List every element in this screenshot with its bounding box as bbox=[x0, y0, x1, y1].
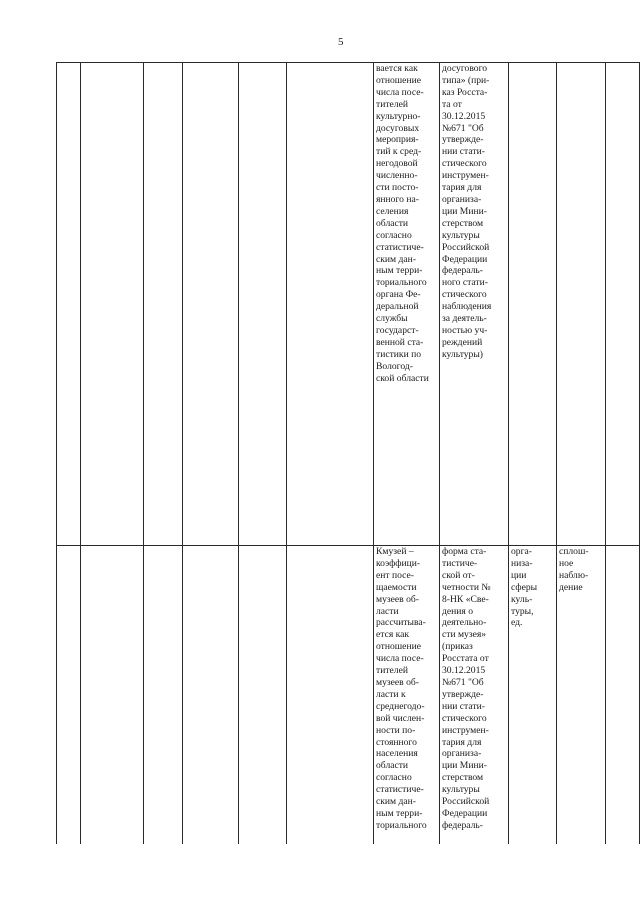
source-cell bbox=[440, 546, 509, 845]
source-cell bbox=[440, 63, 509, 546]
table-row bbox=[57, 546, 640, 845]
method-text: сплош- ное наблю- дение bbox=[559, 546, 589, 593]
table-cell bbox=[287, 546, 374, 845]
indicator-text: вается как отношение числа посе- тителей культурно- досуговых мероприя- тий к сред- негодовой численно- сти посто- янного на- селения области согласно статистиче- ским дан- ным терри- ториального органа Фе- деральной службы государст- венной ста- тистики по Вологод- ской области bbox=[376, 63, 429, 384]
source-text: форма ста- тистиче- ской от- четности № 8-НК «Све- дения о деятельно- сти музея» (приказ Росстата от 30.12.2015 №671 "Об утвержде- нии стати- стического инструмен- тария для организа- ции Мини- стерством культуры Российской Федерации федераль- bbox=[442, 546, 491, 831]
indicator-cell bbox=[374, 63, 440, 546]
table-cell bbox=[183, 546, 239, 845]
respondent-text: орга- низа- ции сферы куль- туры, ед. bbox=[511, 546, 538, 629]
table-cell bbox=[57, 546, 81, 845]
table-cell bbox=[239, 63, 287, 546]
table-row bbox=[57, 63, 640, 546]
method-cell bbox=[557, 63, 606, 546]
table-cell bbox=[606, 546, 640, 845]
respondent-cell bbox=[509, 546, 557, 845]
table-cell bbox=[239, 546, 287, 845]
respondent-cell bbox=[509, 63, 557, 546]
method-cell bbox=[557, 546, 606, 845]
table-cell bbox=[183, 63, 239, 546]
source-text: досугового типа» (при- каз Росста- та от 30.12.2015 №671 "Об утвержде- нии стати- стического инструмен- тария для организа- ции Мини- стерством культуры Российской Федерации федераль- ного стати- стического наблюдения за деятель- ностью уч- реждений культуры) bbox=[442, 63, 492, 360]
table-cell bbox=[57, 63, 81, 546]
table-cell bbox=[287, 63, 374, 546]
indicator-table bbox=[56, 62, 640, 844]
table-cell bbox=[144, 546, 183, 845]
table-cell bbox=[144, 63, 183, 546]
table-cell bbox=[606, 63, 640, 546]
table-cell bbox=[81, 546, 144, 845]
table-cell bbox=[81, 63, 144, 546]
indicator-cell bbox=[374, 546, 440, 845]
page-number: 5 bbox=[338, 36, 344, 48]
indicator-text: Кмузей – коэффици- ент посе- щаемости музеев об- ласти рассчитыва- ется как отношение числа посе- тителей музеев об- ласти к среднегодо- вой числен- ности по- стоянного населения области согласно статистиче- ским дан- ным терри- ториального bbox=[376, 546, 427, 831]
